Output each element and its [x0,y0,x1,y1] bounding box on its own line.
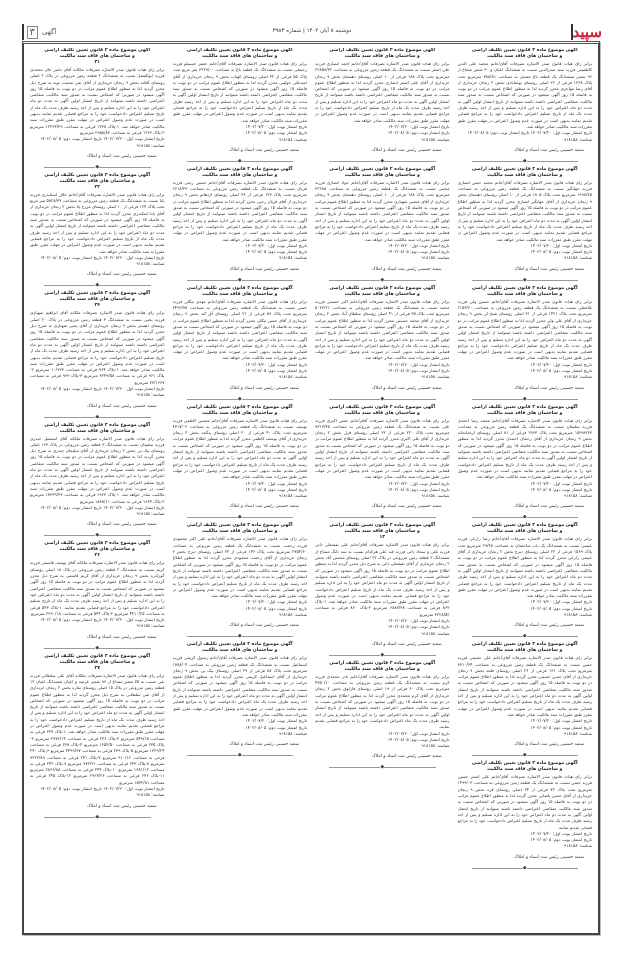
notice-body: برابر رای هیات قانون صدر الاشاره تصرفات آقای/خانم حسن اکبری فرزند علی نسبت به ششدانگ یک قطعه زمین مزروعی به مساحت ۹۳۱۳/۴۵ مترمربع تحت پلاک ۲۲۰ فرعی از ۳۲ اصلی روستای قزل بخش ۲ زنجان خریداری از آقای علی اکبری محرز گردید لذا به منظور اطلاع عموم مراتب در دو نوبت به فاصله ۱۵ روز آگهی میشود در صورتی که اشخاص نسبت به صدور سند مالکیت متقاضی اعتراضی داشته باشند میتوانند از تاریخ انتشار اولین آگهی به مدت دو ماه اعتراض خود را به این اداره تسلیم و پس از اخذ رسید ظرف مدت یک ماه از تاریخ تسلیم اعتراض دادخواست خود را به مراجع قضایی تقدیم نمایند بدیهی است در صورت عدم وصول اعتراض در مهلت مقرر طبق مقررات سند مالکیت صادر خواهد شد. [315,417,450,480]
diamond-icon: ◆ [380,395,385,402]
notice-separator [44,813,151,821]
notice-serial: شناسه: ۹۱۸۱۵۸ [278,255,307,261]
legal-notice [458,761,593,863]
notice-separator [472,276,579,284]
notice-title-line2: و ساختمان های فاقد سند مالکیت [487,410,563,416]
publication-date: تاریخ انتشار نوبت اول: ۱۴۰۲/۰۷/۲۰ تاریخ انتشار نوبت دوم: ۱۴۰۲/۰۸/۰۵ [40,504,165,510]
notice-serial: شناسه: ۹۱۸۱۵۸ [563,255,592,261]
signature: سعید حسینی رئیس ثبت اسناد و املاک [371,147,442,153]
diamond-icon: ◆ [237,157,242,164]
legal-notice [173,642,308,750]
notice-body: برابر رای هیات قانون صدر الاشاره تصرفات آقای/خانم احمد انصاری فرزند علی اصغر نسبت به ششدانگ یک قطعه زمین مزروعی به مساحت ۲۲۸۵۹/۳۲ مترمربع تحت پلاک ۱۸۸ فرعی از ۱۰ اصلی روستای دهستان بخش ۹ زنجان خریداری از آقای علی اصغر انصاری محرز گردید لذا به منظور اطلاع عموم مراتب در دو نوبت به فاصله ۱۵ روز آگهی میشود در صورتی که اشخاص نسبت به صدور سند مالکیت متقاضی اعتراضی داشته باشند میتوانند از تاریخ انتشار اولین آگهی به مدت دو ماه اعتراض خود را به این اداره تسلیم و پس از اخذ رسید ظرف مدت یک ماه از تاریخ تسلیم اعتراض دادخواست خود را به مراجع قضایی تقدیم نمایند بدیهی است در صورت عدم وصول اعتراض در مهلت مقرر طبق مقررات سند مالکیت صادر خواهد شد. [315,61,450,123]
notice-number: ۲۶ [94,553,101,559]
notice-separator [472,864,579,872]
notice-title-line2: و ساختمان های فاقد سند مالکیت [59,297,135,303]
publication-date: تاریخ انتشار نوبت اول: ۱۴۰۲/۰۷/۲۰ [388,123,450,129]
notice-body: برابر رای هیات قانون صدر الاشاره تصرفات آقای/خانم جلال اسکندری فرزند بابا نسبت به ششدانگ یک قطعه زمین مزروعی به مساحت ۵۸۲۸/۳۷ متر مربع تحت پلاک ۱۶۴ فرعی از ۱۰ اصلی روستای مرزج پلا بخش ۲ زنجان خریداری از آقای بابا اسکندری محرز گردید لذا به منظور اطلاع عموم مراتب در دو نوبت به فاصله ۱۵ روز آگهی میشود در صورتی که اشخاص نسبت به صدور سند مالکیت متقاضی اعتراضی داشته باشند میتوانند از تاریخ انتشار اولین آگهی به مدت دو ماه اعتراض خود را به این اداره تسلیم و پس از اخذ رسید ظرف مدت یک ماه از تاریخ تسلیم اعتراض دادخواست خود را به مراجع قضایی تقدیم نمایند بدیهی است در صورت عدم وصول اعتراض در مهلت مقرر طبق مقررات سند مالکیت صادر خواهد شد. [30,191,165,254]
notice-serial: شناسه: ۹۱۸۱۵۸ [421,630,450,636]
notice-body: برابر رای هیات قانون صدر الاشاره تصرفات آقای/خانم حسین رجبی فرزند قربان نسبت به ششدانگ یک قطعه زمین مزروعی به مساحت ۲۶۱۸/۲۳ مترمربع تحت پلاک ۱۲۳ فرعی از ۳۶ اصلی روستای اژدهاتو بخش ۹ زنجان خریداری از آقای قربان رجبی محرز گردید لذا به منظور اطلاع عموم مراتب در دو نوبت به فاصله ۱۵ روز آگهی میشود در صورتی که اشخاص نسبت به صدور سند مالکیت متقاضی اعتراضی داشته باشند میتوانند از تاریخ انتشار اولین آگهی به مدت دو ماه اعتراض خود را به این اداره تسلیم و پس از اخذ رسید ظرف مدت یک ماه از تاریخ تسلیم اعتراض دادخواست خود را به مراجع قضایی تقدیم نمایند بدیهی است در صورت عدم وصول اعتراض در مهلت مقرر طبق مقررات سند مالکیت صادر خواهد شد. [172,179,307,242]
section-label: آگهی [41,28,57,36]
legal-notice [173,405,308,513]
publication-date: تاریخ انتشار نوبت دوم: ۱۴۰۲/۰۸/۰۵ [387,624,450,630]
notice-serial: شناسه: ۹۱۸۱۵۸ [136,392,165,398]
legal-notice [458,405,593,513]
notice-separator [44,644,151,652]
notice-body: برابر رای هیات قانون صدر الاشاره تصرفات آقای/خانم حسین ولی فرزند غلامعلی نسبت به ششدانگ یک قطعه زمین مزروعی به مساحت ۲۱۵۳/۶۰ مترمربع تحت پلاک ۱۴۲۱ فرعی از ۳۱ اصلی روستای شیخ لر بخش ۹ زنجان خریداری از آقای علی ولی محرز گردید لذا به منظور اطلاع عموم مراتب در دو نوبت به فاصله ۱۵ روز آگهی میشود در صورتی که اشخاص نسبت به صدور سند مالکیت متقاضی اعتراضی داشته باشند میتوانند از تاریخ انتشار اولین آگهی به مدت دو ماه اعتراض خود را به این اداره تسلیم و پس از اخذ رسید ظرف مدت یک ماه از تاریخ تسلیم اعتراض دادخواست خود را به مراجع قضایی تقدیم نمایند بدیهی است در صورت عدم وصول اعتراض در مهلت مقرر طبق مقررات سند مالکیت صادر خواهد شد. [457,298,592,361]
publication-date: تاریخ انتشار نوبت دوم: ۱۴۰۲/۰۸/۰۵ [530,837,592,843]
notice-separator [187,632,294,640]
notice-body: برابر رای هیات قانون صدر الاشاره تصرفات آقای/خانم جواد انصاری فرزند مجتبی نسبت به ششدانگ یک قطعه زمین مزروعی به مساحت ۳۲۲۸۸ مترمربع تحت پلاک ۱۸۸ فرعی از ۱۰ اصلی روستای دهستان بخش ۹ زنجان خریداری از آقای مجتبی شهبازی محرز گردید لذا به منظور اطلاع عموم مراتب در دو نوبت به فاصله ۱۵ روز آگهی میشود در صورتی که اشخاص نسبت به صدور سند مالکیت متقاضی اعتراضی داشته باشند میتوانند از تاریخ انتشار اولین آگهی به مدت دو ماه اعتراض خود را به این اداره تسلیم و پس از اخذ رسید ظرف مدت یک ماه از تاریخ تسلیم اعتراض دادخواست خود را به مراجع قضایی تقدیم نمایند بدیهی است در صورت عدم وصول اعتراض در مهلت مقرر طبق مقررات سند مالکیت صادر خواهد شد. [315,179,450,242]
signature: سعید حسینی رئیس ثبت اسناد و املاک [229,623,299,629]
signature: سعید حسینی رئیس ثبت اسناد و املاک [229,504,299,510]
publication-date: تاریخ انتشار نوبت اول: ۱۴۰۲/۰۷/۲۰ [530,830,592,836]
publication-date: تاریخ انتشار نوبت دوم: ۱۴۰۲/۰۸/۰۵ [530,249,592,255]
notice-body: برابر رای هیات قانون صدر الاشاره تصرفات آقای/خانم علی نقشعلی دائی فرزند علی و سجاد دائی فرزند قند علی هرکدام نسبت به سه دانگ مشاع از ششدانگ ۲ قطعه زمین مزروعی در پلاک ۲۲ اصلی روستای محسن آباد بخش ۲ زنجان خریداری از آقای نقشعلی دائی به شرح ذیل محرز گردید لذا به منظور اطلاع عموم مراتب در دو نوبت به فاصله ۱۵ روز آگهی میشود در صورتی که اشخاص نسبت به صدور سند مالکیت متقاضی اعتراضی داشته باشند میتوانند از تاریخ انتشار اولین آگهی به مدت دو ماه اعتراض خود را به این اداره تسلیم و پس از اخذ رسید ظرف مدت یک ماه از تاریخ تسلیم اعتراض دادخواست خود را به مراجع قضایی تقدیم نمایند بدیهی است در صورت عدم وصول اعتراض در مهلت مقرر طبق مقررات سند مالکیت صادر خواهد شد. ۱-پلاک ۸۶۲ فرعی به مساحت ۶۸۸۷/۳۸ مترمربع ۲-پلاک ۸۶۰ فرعی به مساحت ۳۲۲۸/۵۲ مترمربع [315,542,450,617]
publication-date: تاریخ انتشار نوبت دوم: ۱۴۰۲/۰۸/۰۵ [387,249,450,255]
column-3 [173,48,308,929]
notice-title: آگهی موضوع ماده ۳ قانون تعیین تکلیف اراضی [44,422,151,428]
notice-title-line2: و ساختمان های فاقد سند مالکیت [487,648,563,654]
signature: سعید حسینی رئیس ثبت اسناد و املاک [86,634,157,640]
publication-date: تاریخ انتشار نوبت اول: ۱۴۰۲/۰۷/۲۰ [388,618,450,623]
signature: سعید حسینی رئیس ثبت اسناد و املاک [371,385,442,391]
signature: سعید حسینی رئیس ثبت اسناد و املاک [371,641,442,647]
notice-separator [329,651,436,659]
notice-body: برابر رای هیات قانون صدر الاشاره تصرفات ملکانه آقای ناصر خان محمدی فرزند ابوالفضل نسبت به ششدانگ ۲ قطعه زمین مزروعی در پلاک ۲ اصلی روستای آقکند بخش ۹ زنجان خریداری از آقای تقی صحبت توبه به شرح ذیل محرز گردید لذا به منظور اطلاع عموم مراتب در دو نوبت به فاصله ۱۵ روز آگهی میشود در صورتی که اشخاص نسبت به صدور سند مالکیت متقاضی اعتراضی داشته باشند میتوانند از تاریخ انتشار اولین آگهی به مدت دو ماه اعتراض خود را به این اداره تسلیم و پس از اخذ رسید ظرف مدت یک ماه از تاریخ تسلیم اعتراض دادخواست خود را به مراجع قضایی تقدیم نمایند بدیهی است در صورت عدم وصول اعتراض در مهلت مقرر طبق مقررات سند مالکیت صادر خواهد شد. ۱-پلاک ۱۲۳۸ فرعی به مساحت ۱۲۲۳۳/۲۹ مترمربع ۲-پلاک ۱۲۳۶ فرعی به مساحت ۲۹۵۸/۸۲ مترمربع [30,67,165,135]
signature: سعید حسینی رئیس ثبت اسناد و املاک [514,742,584,748]
notice-serial: شناسه: ۹۱۸۱۵۸ [563,136,592,142]
legal-notice [458,167,593,275]
publication-date: تاریخ انتشار نوبت دوم: ۱۴۰۲/۰۸/۰۵ [245,486,307,492]
column-4 [30,48,165,929]
publication-date: تاریخ انتشار نوبت اول: ۱۴۰۲/۰۷/۲۰ تاریخ انتشار نوبت دوم: ۱۴۰۲/۰۸/۰۵ [40,786,165,792]
notice-serial: شناسه: ۹۱۸۱۵۸ [136,511,165,517]
notice-title-line2: و ساختمان های فاقد سند مالکیت [487,54,563,59]
notice-separator [329,157,436,165]
publication-date: تاریخ انتشار نوبت اول: ۱۴۰۲/۰۷/۲۰ تاریخ انتشار نوبت دوم: ۱۴۰۲/۰۸/۰۵ [40,136,165,142]
publication-date: تاریخ انتشار نوبت دوم: ۱۴۰۲/۰۸/۰۵ [530,486,592,492]
publication-date: تاریخ انتشار نوبت دوم: ۱۴۰۲/۰۸/۰۵ [387,367,450,373]
section-header [22,23,56,41]
notice-title: آگهی موضوع ماده ۳ قانون تعیین تکلیف اراضی [329,660,436,666]
notice-serial: شناسه: ۹۱۸۱۵۸ [278,374,307,380]
notice-number: ۱۳ [379,535,386,541]
notice-title: آگهی موضوع ماده ۳ قانون تعیین تکلیف اراضی [471,48,578,53]
notice-separator [44,163,151,171]
publication-date: تاریخ انتشار نوبت اول: ۱۴۰۲/۰۷/۲۰ [245,718,307,724]
notice-serial: شناسه: ۹۱۸۱۵۸ [278,730,307,736]
publication-date: تاریخ انتشار نوبت اول: ۱۴۰۲/۰۷/۲۰ [388,730,450,736]
publication-date: تاریخ انتشار نوبت دوم: ۱۴۰۲/۰۸/۰۵ [530,724,592,730]
notice-title-line2: و ساختمان های فاقد سند مالکیت [59,178,135,184]
notice-body: برابر رای هیات قانون صدر الاشاره تصرفات ملکانه آقای ابراهیم شهبازی فرزند یحیی نسبت به ششدانگ ۳ قطعه زمین مزروعی در پلاک ۲۰ اصلی روستای دهستر بخش ۹ زنجان خریداری از آقای یحیی شهبازی به شرح ذیل محرز گردید لذا به منظور اطلاع عموم مراتب در دو نوبت به فاصله ۱۵ روز آگهی میشود در صورتی که اشخاص نسبت به صدور سند مالکیت متقاضی اعتراضی داشته باشند میتوانند از تاریخ انتشار اولین آگهی به مدت دو ماه اعتراض خود را به این اداره تسلیم و پس از اخذ رسید ظرف مدت یک ماه از تاریخ تسلیم اعتراض دادخواست خود را به مراجع قضایی تقدیم نمایند بدیهی است در صورت عدم وصول اعتراض در مهلت مقرر طبق مقررات سند مالکیت صادر خواهد شد. ۱-پلاک ۹۶۴ فرعی به مساحت ۱۰/۹۳۳ مترمربع ۲-پلاک ۹۶۱ فرعی به مساحت ۳۲۴۹/۵۸ مترمربع ۳-پلاک ۹۶۳ فرعی به مساحت ۷۷/۱۶۶۷ مترمربع [30,310,165,385]
signature: سعید حسینی رئیس ثبت اسناد و املاک [86,803,157,809]
publication-date: تاریخ انتشار نوبت اول: ۱۴۰۲/۰۷/۲۰ تاریخ انتشار نوبت دوم: ۱۴۰۲/۰۸/۰۵ [40,385,165,391]
notice-title-line2: و ساختمان های فاقد سند مالکیت [344,291,420,297]
legal-notice [458,523,593,631]
notice-body: برابر رای هیات قانون صدر الاشاره تصرفات آقای/خانم مهدی بیگلی فرزند حسن نسبت به ششدانگ یک قطعه زمین مزروعی به مساحت ۶۴۹۲/۷۸ مترمربع تحت پلاک ۸۹ فرعی از ۲۱ اصلی روستای آق کند بخش ۹ زنجان خریداری از آقای حسن بیگلی محرز گردید لذا به منظور اطلاع عموم مراتب در دو نوبت به فاصله ۱۵ روز آگهی میشود در صورتی که اشخاص نسبت به صدور سند مالکیت متقاضی اعتراضی داشته باشند میتوانند از تاریخ انتشار اولین آگهی به مدت دو ماه اعتراض خود را به این اداره تسلیم و پس از اخذ رسید ظرف مدت یک ماه از تاریخ تسلیم اعتراض دادخواست خود را به مراجع قضایی تقدیم نمایند بدیهی است در صورت عدم وصول اعتراض در مهلت مقرر طبق مقررات سند مالکیت صادر خواهد شد. [172,298,307,361]
publication-date: تاریخ انتشار نوبت اول: ۱۴۰۲/۰۷/۲۰ [245,361,307,367]
notice-number: ۲۲ [94,184,101,190]
legal-notice [458,48,593,156]
notice-title-line2: و ساختمان های فاقد سند مالکیت [487,172,563,178]
signature: سعید حسینی رئیس ثبت اسناد و املاک [371,266,442,272]
ads-frame [22,41,600,935]
notice-serial: شناسه: ۹۱۸۱۵۸ [421,374,450,380]
notice-title-line2: و ساختمان های فاقد سند مالکیت [344,666,420,672]
publication-date: تاریخ انتشار نوبت اول: ۱۴۰۲/۰۷/۲۰ [388,361,450,367]
notice-title: آگهی موضوع ماده ۳ قانون تعیین تکلیف اراضی [186,285,293,291]
signature: سعید حسینی رئیس ثبت اسناد و املاک [514,504,584,510]
notice-body: برابر رای هیات قانون صدر الاشاره تصرفات آقای/خانم جعفر حسینلو فرزند رجبعلی نسبت به ششدانگ یک قطعه باغ به مساحت ۳۲۲۹/۰۰ متر مربع تحت پلاک ۵۵ فرعی از ۳۲ اصلی روستای کهناب بخش ۹ زنجان خریداری از آقای امیدعلی خولینی محرز گردید لذا به منظور اطلاع عموم مراتب در دو نوبت به فاصله ۱۵ روز آگهی میشود در صورتی که اشخاص نسبت به صدور سند مالکیت متقاضی اعتراضی داشته باشند میتوانند از تاریخ انتشار اولین آگهی به مدت دو ماه اعتراض خود را به این اداره تسلیم و پس از اخذ رسید ظرف مدت یک ماه از تاریخ تسلیم اعتراض دادخواست خود را به مراجع قضایی تقدیم نمایند بدیهی است در صورت عدم وصول اعتراض در مهلت مقرر طبق مقررات سند مالکیت صادر خواهد شد. [172,61,307,123]
notice-title-line2: و ساختمان های فاقد سند مالکیت [344,54,420,59]
publication-date: تاریخ انتشار نوبت اول: ۱۴۰۲/۰۷/۲۰ [530,599,592,605]
issue-line: دوشنبه ۸ آبان ۱۴۰۲ | شماره ۳۹۸۳ [272,28,352,34]
notice-title: آگهی موضوع ماده ۳ قانون تعیین تکلیف اراضی [186,523,293,529]
diamond-icon: ◆ [95,644,100,651]
publication-date: تاریخ انتشار نوبت اول: ۱۴۰۲/۰۷/۲۰ تاریخ انتشار نوبت دوم: ۱۴۰۲/۰۸/۰۵ [467,130,592,136]
notice-title: آگهی موضوع ماده ۳ قانون تعیین تکلیف اراضی [471,642,578,648]
notice-title: آگهی موضوع ماده ۳ قانون تعیین تکلیف اراضی [44,172,151,178]
signature: سعید حسینی رئیس ثبت اسناد و املاک [86,403,157,409]
legal-notice [315,286,450,394]
signature: سعید حسینی رئیس ثبت اسناد و املاک [229,385,299,391]
publication-date: تاریخ انتشار نوبت دوم: ۱۴۰۲/۰۸/۰۵ [245,605,307,611]
notice-title: آگهی موضوع ماده ۳ قانون تعیین تکلیف اراضی [471,761,578,767]
legal-notice [315,523,450,649]
notice-serial: شناسه: ۹۱۸۱۵۸ [136,623,165,629]
notice-separator [44,413,151,421]
notice-serial: شناسه: ۹۱۸۱۵۸ [278,612,307,617]
notice-separator [187,276,294,284]
diamond-icon: ◆ [95,413,100,420]
publication-date: تاریخ انتشار نوبت دوم: ۱۴۰۲/۰۸/۰۵ [530,605,592,611]
notice-body: برابر رای هیات قانون صدر الاشاره تصرفات آقای/خانم رضا زارعی فرزند عیسی نسبت به ششدانگ یک باب ساختمان به مساحت ۲۹/۴۸ مترمربع تحت پلاک ۱۵۶۹ فرعی از ۲۲ اصلی روستای دیزج بخش ۲ زنجان خریداری از آقای عیسی زارعی محرز گردید لذا به منظور اطلاع عموم مراتب در دو نوبت به فاصله ۱۵ روز آگهی میشود در صورتی که اشخاص نسبت به صدور سند مالکیت متقاضی اعتراضی داشته باشند میتوانند از تاریخ انتشار اولین آگهی به مدت دو ماه اعتراض خود را به این اداره تسلیم و پس از اخذ رسید ظرف مدت یک ماه از تاریخ تسلیم اعتراض دادخواست خود را به مراجع قضایی تقدیم نمایند بدیهی است در صورت عدم وصول اعتراض در مهلت مقرر طبق مقررات سند مالکیت صادر خواهد شد. [457,536,592,599]
notice-body: برابر رای هیات قانون صدر الاشاره تصرفات ملکانه آقای اسمعیل حیدری فرزند سلیمان نسبت به ششدانگ ۳ قطعه زمین مزروعی در پلاک ۱۶۳ اصلی روستای نیک پی بخش ۲ زنجان خریداری از آقای سلیمان حیدری به شرح ذیل محرز گردید لذا به منظور اطلاع عموم مراتب در دو نوبت به فاصله ۱۵ روز آگهی میشود در صورتی که اشخاص نسبت به صدور سند مالکیت متقاضی اعتراضی داشته باشند میتوانند از تاریخ انتشار اولین آگهی به مدت دو ماه اعتراض خود را به این اداره تسلیم و پس از اخذ رسید ظرف مدت یک ماه از تاریخ تسلیم اعتراض دادخواست خود را به مراجع قضایی تقدیم نمایند بدیهی است در صورت عدم وصول اعتراض در مهلت مقرر طبق مقررات سند مالکیت صادر خواهد شد. ۱-پلاک ۱۹۶۳ فرعی به مساحت ۱۷۳۳۹/۲۳ مترمربع ۲-پلاک ۱۹۶۴ فرعی به مساحت ۱۸۳۸/۱۱ مترمربع [30,435,165,504]
publication-date: تاریخ انتشار نوبت اول: ۱۴۰۲/۰۷/۲۰ [245,480,307,486]
notice-separator [329,763,436,771]
notice-body: برابر رای هیات قانون صدر الاشاره تصرفات ملکانه آقای یوسف قاسمی فرزند کریم نسبت به ششدانگ ۲ قطعه زمین مزروعی در پلاک ۱۸ اصلی روستای گوزلدره بخش ۹ زنجان خریداری از آقای کریم قاسمی به شرح ذیل محرز گردید لذا به منظور اطلاع عموم مراتب در دو نوبت به فاصله ۱۵ روز آگهی میشود در صورتی که اشخاص نسبت به صدور سند مالکیت متقاضی اعتراضی داشته باشند میتوانند از تاریخ انتشار اولین آگهی به مدت دو ماه اعتراض خود را به این اداره تسلیم و پس از اخذ رسید ظرف مدت یک ماه از تاریخ تسلیم اعتراض دادخواست خود را به مراجع قضایی تقدیم نمایند. ۱-پلاک ۵۴۳ فرعی به مساحت ۴۴۱۰/۲۵ مترمربع ۲-پلاک ۵۴۴ فرعی به مساحت ۲۲۹۰/۱۸ مترمربع [30,560,165,616]
signature: سعید حسینی رئیس ثبت اسناد و املاک [514,854,584,860]
notice-serial: شناسه: ۹۱۸۱۵۸ [421,493,450,499]
notice-separator [329,395,436,403]
diamond-icon: ◆ [522,514,527,521]
notice-body: برابر رای هیات قانون صدر الاشاره تصرفات آقای/خانم اکبر حسینی فرزند محمد نسبت به ششدانگ یک قطعه زمین مزروعی به مساحت ۵۰۷۳/۲۱ مترمربع تحت پلاک ۳۵ فرعی از ۴۱ اصلی روستای سلطان آباد بخش ۲ زنجان خریداری از آقای محمد حسینی محرز گردید لذا به منظور اطلاع عموم مراتب در دو نوبت به فاصله ۱۵ روز آگهی میشود در صورتی که اشخاص نسبت به صدور سند مالکیت متقاضی اعتراضی داشته باشند میتوانند از تاریخ انتشار اولین آگهی به مدت دو ماه اعتراض خود را به این اداره تسلیم و پس از اخذ رسید ظرف مدت یک ماه از تاریخ تسلیم اعتراض دادخواست خود را به مراجع قضایی تقدیم نمایند بدیهی است در صورت عدم وصول اعتراض در مهلت مقرر طبق مقررات سند مالکیت صادر خواهد شد. [315,298,450,361]
column-2 [315,48,450,929]
column-1 [458,48,593,929]
notice-title: آگهی موضوع ماده ۳ قانون تعیین تکلیف اراضی [186,404,293,410]
logo-text: سپید [572,23,602,41]
diamond-icon: ◆ [237,514,242,521]
legal-notice [315,48,450,156]
notice-title: آگهی موضوع ماده ۳ قانون تعیین تکلیف اراضی [471,285,578,291]
legal-notice [315,661,450,763]
notice-body: برابر رای هیات قانون صدر الاشاره تصرفات آقای/خانم علی اصغر حسین فرزند حسن نسبت به ششدانگ یک قطعه زمین مزروعی به مساحت ۱۴۹۹/۰۳ مترمربع تحت پلاک ۷۲ فرعی از ۳۴ اصلی روستای قره بخش ۹ زنجان خریداری از آقای حسن پاشایی محرز گردید لذا به منظور اطلاع عموم مراتب در دو نوبت به فاصله ۱۵ روز آگهی میشود در صورتی که اشخاص نسبت به صدور سند مالکیت متقاضی اعتراضی داشته باشند میتوانند از تاریخ انتشار اولین آگهی به مدت دو ماه اعتراض خود را به این اداره تسلیم و پس از اخذ رسید ظرف مدت یک ماه از تاریخ تسلیم اعتراض دادخواست خود را به مراجع قضایی تقدیم نمایند. [457,774,592,830]
notice-title: آگهی موضوع ماده ۳ قانون تعیین تکلیف اراضی [44,291,151,297]
legal-notice [458,286,593,394]
notice-serial: شناسه: ۹۱۸۱۵۸ [421,136,450,142]
publication-date: تاریخ انتشار نوبت اول: ۱۴۰۲/۰۷/۲۰ [388,242,450,248]
legal-notice [173,523,308,631]
diamond-icon: ◆ [380,276,385,283]
notice-separator [329,276,436,284]
notice-title: آگهی موضوع ماده ۳ قانون تعیین تکلیف اراضی [186,642,293,648]
legal-notice [458,642,593,750]
publication-date: تاریخ انتشار نوبت دوم: ۱۴۰۲/۰۸/۰۵ [387,486,450,492]
signature: سعید حسینی رئیس ثبت اسناد و املاک [514,147,584,153]
notice-separator [187,395,294,403]
diamond-icon: ◆ [522,633,527,640]
notice-title: آگهی موضوع ماده ۳ قانون تعیین تکلیف اراضی [44,541,151,547]
notice-title-line2: و ساختمان های فاقد سند مالکیت [487,529,563,535]
notice-number: ۲۷ [94,665,101,671]
notice-title-line2: و ساختمان های فاقد سند مالکیت [344,410,420,416]
notice-body: برابر رای هیات قانون صدر الاشاره تصرفات آقای/خانم محمد رضا احمدی فرزند سلیمان نسبت به ششدانگ یک قطعه زمین مزروعی به مساحت ۱۵۹۹۳/۶۳ مترمربع تحت پلاک ۲۹۶۳ فرعی از ۸۱ اصلی روستای ارمغانخانه بخش ۹ زنجان خریداری از آقای رحمان احمدی محرز گردید لذا به منظور اطلاع عموم مراتب در دو نوبت به فاصله ۱۵ روز آگهی میشود در صورتی که اشخاص نسبت به صدور سند مالکیت متقاضی اعتراضی داشته باشند میتوانند از تاریخ انتشار اولین آگهی به مدت دو ماه اعتراض خود را به این اداره تسلیم و پس از اخذ رسید ظرف مدت یک ماه از تاریخ تسلیم اعتراض دادخواست خود را به مراجع قضایی تقدیم نمایند بدیهی است در صورت عدم وصول اعتراض در مهلت مقرر طبق مقررات سند مالکیت صادر خواهد شد. [457,417,592,480]
notice-number: ۲۴ [94,303,101,309]
notice-serial: شناسه: ۹۱۸۱۵۸ [563,493,592,499]
notice-title: آگهی موضوع ماده ۳ قانون تعیین تکلیف اراضی [329,285,436,291]
notice-separator [329,513,436,521]
notice-serial: شناسه: ۹۱۸۱۵۸ [136,142,165,148]
publication-date: تاریخ انتشار نوبت دوم: ۱۴۰۲/۰۸/۰۵ [387,130,450,136]
publication-date: تاریخ انتشار نوبت اول: ۱۴۰۲/۰۷/۲۰ [245,599,307,605]
notice-body: برابر رای هیات قانون صدر الاشاره تصرفات ملکانه آقای علی سلطانی فرزند نقی نسبت به ۷۵ شعیر مشاع از ۹۶ شعیر عرصه و اعیان ششدانگ اعیان ۱۲ قطعه زمین مزروعی در پلاک ۱۵ اصلی روستای نقاره بخش ۲ زنجان خریداری از آقای نقی سلطانی به شرح ذیل محرز گردید لذا به منظور اطلاع عموم مراتب در دو نوبت به فاصله ۱۵ روز آگهی میشود در صورتی که اشخاص نسبت به صدور سند مالکیت متقاضی اعتراضی داشته باشند میتوانند از تاریخ انتشار اولین آگهی به مدت دو ماه اعتراض خود را به این اداره تسلیم و پس از اخذ رسید ظرف مدت یک ماه از تاریخ تسلیم اعتراض دادخواست خود را به مراجع قضایی تقدیم نمایند بدیهی است در صورت عدم وصول اعتراض در مهلت مقرر طبق مقررات سند مالکیت صادر خواهد شد. ۱-پلاک ۲۳۷ فرعی به مساحت ۵۴۹/۱۵ مترمربع ۲-پلاک ۲۳۶ فرعی به مساحت ۲۹۷۳/۱۴ مترمربع ۳-پلاک ۲۳۵ فرعی به مساحت ۱۶۵۴/۵۰ مترمربع ۴-پلاک ۲۳۸ فرعی به مساحت ۱۳۲۹/۲۴ مترمربع ۵-پلاک ۲۳۹ فرعی به مساحت ۴۴۹۹/۳۷ مترمربع ۶-پلاک ۲۴۰ فرعی به مساحت ۹۱۰/۱۲ مترمربع ۷-پلاک ۲۴۱ فرعی به مساحت ۹۲۲۲/۸۹ مترمربع ۸-پلاک ۲۴۳ فرعی به مساحت ۹۷۲/۳۱ مترمربع ۹-پلاک ۲۴۲ فرعی به مساحت ۱۶۸۱/۱۲ مترمربع ۱۰-پلاک ۲۴۴ فرعی به مساحت ۲۸۶۶/۸۸ مترمربع ۱۱-پلاک ۲۴۶ فرعی به مساحت ۲۹۲۷/۲۶ مترمربع ۱۲-پلاک ۲۴۵ فرعی به مساحت ۱۵۳۲/۸۱ مترمربع [30,672,165,785]
legal-notice [173,48,308,156]
legal-notice [30,541,165,642]
legal-notice [173,167,308,275]
notice-title: آگهی موضوع ماده ۳ قانون تعیین تکلیف اراضی [471,404,578,410]
publication-date: تاریخ انتشار نوبت اول: ۱۴۰۲/۰۷/۲۰ [530,361,592,367]
notice-number: ۳۱ [94,60,101,65]
legal-notice [30,48,165,162]
notice-serial: شناسه: ۹۱۸۱۵۸ [278,493,307,499]
legal-notice [30,291,165,411]
notice-body: برابر رای هیات قانون صدر الاشاره تصرفات آقای/خانم علی اکبر محمودی فرزند رحمت نسبت به ششدانگ یک قطعه زمین مزروعی به مساحت ۲۷۵۴/۶۰ مترمربع تحت پلاک ۱۴۶ فرعی از ۲۴ اصلی روستای دیزج بخش ۲ زنجان خریداری از آقای رحمت محمودی محرز گردید لذا به منظور اطلاع عموم مراتب در دو نوبت به فاصله ۱۵ روز آگهی میشود در صورتی که اشخاص نسبت به صدور سند مالکیت متقاضی اعتراضی داشته باشند میتوانند از تاریخ انتشار اولین آگهی به مدت دو ماه اعتراض خود را به این اداره تسلیم و پس از اخذ رسید ظرف مدت یک ماه از تاریخ تسلیم اعتراض دادخواست خود را به مراجع قضایی تقدیم نمایند بدیهی است در صورت عدم وصول اعتراض در مهلت مقرر طبق مقررات سند مالکیت صادر خواهد شد. [172,536,307,599]
notice-body: برابر رای هیات قانون صدر الاشاره تصرفات آقای/خانم علی حسینی فرزند حسن نسبت به ششدانگ یک قطعه زمین مزروعی به مساحت ۳۷۱۰/۶۴ مترمربع تحت پلاک ۱۳۱ فرعی از ۲۶ اصلی روستای قلعه بخش ۹ زنجان خریداری از آقای حسن حسینی محرز گردید لذا به منظور اطلاع عموم مراتب در دو نوبت به فاصله ۱۵ روز آگهی میشود در صورتی که اشخاص نسبت به صدور سند مالکیت متقاضی اعتراضی داشته باشند میتوانند از تاریخ انتشار اولین آگهی به مدت دو ماه اعتراض خود را به این اداره تسلیم و پس از اخذ رسید ظرف مدت یک ماه از تاریخ تسلیم اعتراض دادخواست خود را به مراجع قضایی تقدیم نمایند بدیهی است در صورت عدم وصول اعتراض در مهلت مقرر طبق مقررات سند مالکیت صادر خواهد شد. [457,655,592,717]
notice-serial: شناسه: ۹۱۸۱۵۸ [136,792,165,798]
signature: سعید حسینی رئیس ثبت اسناد و املاک [229,147,299,153]
diamond-icon: ◆ [237,276,242,283]
signature: سعید حسینی رئیس ثبت اسناد و املاک [86,153,157,159]
signature: سعید حسینی رئیس ثبت اسناد و املاک [86,272,157,278]
notice-separator [44,281,151,289]
signature: سعید حسینی رئیس ثبت اسناد و املاک [514,266,584,272]
publication-date: تاریخ انتشار نوبت دوم: ۱۴۰۲/۰۸/۰۵ [245,367,307,373]
diamond-icon: ◆ [380,157,385,164]
notice-serial: شناسه: ۹۱۸۱۵۸ [563,374,592,380]
notice-separator [472,513,579,521]
publication-date: تاریخ انتشار نوبت دوم: ۱۴۰۲/۰۸/۰۵ [530,367,592,373]
notice-title-line2: و ساختمان های فاقد سند مالکیت [202,291,278,297]
publication-date: تاریخ انتشار نوبت اول: ۱۴۰۲/۰۷/۲۰ [245,123,307,129]
diamond-icon: ◆ [522,157,527,164]
publication-date: تاریخ انتشار نوبت اول: ۱۴۰۲/۰۷/۲۰ [530,480,592,486]
diamond-icon: ◆ [95,282,100,289]
notice-title: آگهی موضوع ماده ۳ قانون تعیین تکلیف اراضی [44,653,151,659]
notice-title: آگهی موضوع ماده ۳ قانون تعیین تکلیف اراضی [471,166,578,172]
legal-notice [315,405,450,513]
notice-serial: شناسه: ۹۱۸۱۵۸ [421,255,450,261]
notice-serial: شناسه: ۹۱۸۱۵۸ [136,261,165,267]
notice-separator [187,513,294,521]
publication-date: تاریخ انتشار نوبت دوم: ۱۴۰۲/۰۸/۰۵ [245,249,307,255]
notice-separator [472,632,579,640]
notice-serial: شناسه: ۹۱۸۱۵۸ [278,136,307,142]
diamond-icon: ◆ [95,813,100,820]
publication-date: تاریخ انتشار نوبت اول: ۱۴۰۲/۰۷/۲۰ [530,242,592,248]
notice-body: برابر رای هیات قانون صدر الاشاره تصرفات آقای/خانم رسول کریمی فرزند اسماعیل نسبت به ششدانگ یک قطعه زمین مزروعی به مساحت ۱۸۷۸/۰۴ مترمربع تحت پلاک ۸۸ فرعی از ۲۹ اصلی روستای نیک پی بخش ۹ زنجان خریداری از آقای اسماعیل کریمی محرز گردید لذا به منظور اطلاع عموم مراتب در دو نوبت به فاصله ۱۵ روز آگهی میشود در صورتی که اشخاص نسبت به صدور سند مالکیت متقاضی اعتراضی داشته باشند میتوانند از تاریخ انتشار اولین آگهی به مدت دو ماه اعتراض خود را به این اداره تسلیم و پس از اخذ رسید ظرف مدت یک ماه اعتراض دادخواست خود را به مراجع قضایی تقدیم نمایند بدیهی است در صورت عدم وصول اعتراض در مهلت مقرر طبق مقررات سند مالکیت صادر خواهد شد. [172,655,307,717]
signature: سعید حسینی رئیس ثبت اسناد و املاک [229,742,299,748]
diamond-icon: ◆ [237,395,242,402]
notice-body: برابر رای هیات قانون صدر الاشاره تصرفات آقای/خانم نادر محمدی فرزند کرم نسبت به ششدانگ یک قطعه زمین مزروعی به مساحت ۴۳۵۰/۱۰ مترمربع تحت پلاک ۶۰ فرعی از ۱۹ اصلی روستای قارلوق بخش ۲ زنجان خریداری از آقای کرم محمدی محرز گردید لذا به منظور اطلاع عموم مراتب در دو نوبت به فاصله ۱۵ روز آگهی میشود در صورتی که اشخاص نسبت به صدور سند مالکیت متقاضی اعتراضی داشته باشند میتوانند از تاریخ انتشار اولین آگهی به مدت دو ماه اعتراض خود را به این اداره تسلیم و پس از اخذ رسید ظرف مدت یک ماه اعتراض دادخواست خود را به مراجع قضایی تقدیم نمایند. [315,673,450,730]
notice-separator [472,395,579,403]
diamond-icon: ◆ [522,864,527,871]
notice-title-line2: و ساختمان های فاقد سند مالکیت [344,172,420,178]
notice-serial: شناسه: ۹۱۸۱۵۸ [563,730,592,736]
page-number: ۳ [27,26,38,39]
notice-separator [187,157,294,165]
notice-title-line2: و ساختمان های فاقد سند مالکیت [59,547,135,553]
signature: سعید حسینی رئیس ثبت اسناد و املاک [514,623,584,629]
publication-date: تاریخ انتشار نوبت دوم: ۱۴۰۲/۰۸/۰۵ [245,724,307,730]
diamond-icon: ◆ [522,752,527,759]
diamond-icon: ◆ [95,532,100,539]
legal-notice [173,286,308,394]
publication-date: تاریخ انتشار نوبت اول: ۱۴۰۲/۰۷/۲۰ تاریخ انتشار نوبت دوم: ۱۴۰۲/۰۸/۰۵ [40,617,165,623]
publication-date: تاریخ انتشار نوبت اول: ۱۴۰۲/۰۷/۲۰ [388,480,450,486]
notice-title: آگهی موضوع ماده ۳ قانون تعیین تکلیف اراضی [44,48,151,53]
legal-notice [315,167,450,275]
diamond-icon: ◆ [380,764,385,771]
signature: سعید حسینی رئیس ثبت اسناد و املاک [229,266,299,272]
publication-date: تاریخ انتشار نوبت اول: ۱۴۰۲/۰۷/۲۰ تاریخ انتشار نوبت دوم: ۱۴۰۲/۰۸/۰۵ [40,254,165,260]
signature: سعید حسینی رئیس ثبت اسناد و املاک [371,754,442,760]
notice-body: برابر رای هیات قانون صدر الاشاره تصرفات آقای/خانم محمد علی الدین کاظمینی فرزند سید صدرالدین نسبت به ششدانگ اعیان و ۳۰ شعیر مشاع از ۹۶ شعیر ششدانگ یک قطعه باغ مشجر به مساحت ۷۸۸/۸۱ مترمربع تحت پلاک ۱۲۳۸ فرعی از ۲۲ اصلی روستای نوشابادی بخش ۲ زنجان خریداری از آقای رضا مهاجری محرز گردید لذا به منظور اطلاع عموم مراتب در دو نوبت به فاصله ۱۵ روز آگهی میشود در صورتی که اشخاص نسبت به صدور سند مالکیت متقاضی اعتراضی داشته باشند میتوانند از تاریخ انتشار اولین آگهی به مدت دو ماه اعتراض خود را به این اداره تسلیم و پس از اخذ رسید ظرف مدت یک ماه از تاریخ تسلیم اعتراض دادخواست خود را به مراجع قضایی تقدیم نمایند بدیهی است در صورت عدم وصول اعتراض در مهلت مقرر طبق مقررات سند مالکیت صادر خواهد شد. [457,61,592,129]
signature: سعید حسینی رئیس ثبت اسناد و املاک [371,504,442,510]
notice-title: آگهی موضوع ماده ۳ قانون تعیین تکلیف اراضی [329,523,436,529]
notice-title-line2: و ساختمان های فاقد سند مالکیت [59,659,135,665]
publication-date: تاریخ انتشار نوبت اول: ۱۴۰۲/۰۷/۲۰ [530,718,592,724]
notice-title-line2: و ساختمان های فاقد سند مالکیت [59,54,135,59]
notice-title: آگهی موضوع ماده ۳ قانون تعیین تکلیف اراضی [329,166,436,172]
notice-title: آگهی موضوع ماده ۳ قانون تعیین تکلیف اراضی [329,48,436,53]
diamond-icon: ◆ [237,633,242,640]
section-divider [22,24,24,40]
diamond-icon: ◆ [522,276,527,283]
notice-body: برابر رای هیات قانون صدر الاشاره تصرفات آقای/خانم محمد حسن انصاری فرزند جهانگیر نسبت به ششدانگ یک قطعه زمین مزروعی به مساحت ۱۹۹۸/۳۵ مترمربع تحت پلاک ۱۸۰۵ فرعی از ۱۰ اصلی روستای دهستان بخش ۹ زنجان خریداری از آقای جهانگیر انصاری محرز گردید لذا به منظور اطلاع عموم مراتب در دو نوبت به فاصله ۱۵ روز آگهی میشود در صورتی که اشخاص نسبت به صدور سند مالکیت متقاضی اعتراضی داشته باشند میتوانند از تاریخ انتشار اولین آگهی به مدت دو ماه اعتراض خود را به این اداره تسلیم و پس از اخذ رسید ظرف مدت یک ماه از تاریخ تسلیم اعتراض دادخواست خود را به مراجع قضایی تقدیم نمایند بدیهی است در صورت عدم وصول اعتراض در مهلت مقرر طبق مقررات سند مالکیت صادر خواهد شد. [457,179,592,242]
notice-title-line2: و ساختمان های فاقد سند مالکیت [202,648,278,654]
notice-separator [44,531,151,539]
notice-separator [187,751,294,759]
notice-title: آگهی موضوع ماده ۳ قانون تعیین تکلیف اراضی [186,166,293,172]
notice-body: برابر رای هیات قانون صدر الاشاره تصرفات آقای/خانم محسن کاظمی فرزند یوسف نسبت به ششدانگ یک قطعه زمین مزروعی به مساحت ۴۷۱۷/۰۲ مترمربع تحت پلاک ۴۰ فرعی از ۲۰ اصلی روستای ینگجه بخش ۲ زنجان خریداری از آقای یوسف کاظمی محرز گردید لذا به منظور اطلاع عموم مراتب در دو نوبت به فاصله ۱۵ روز آگهی میشود در صورتی که اشخاص نسبت به صدور سند مالکیت متقاضی اعتراضی داشته باشند میتوانند از تاریخ انتشار اولین آگهی به مدت دو ماه اعتراض خود را به این اداره تسلیم و پس از اخذ رسید ظرف مدت یک ماه از تاریخ تسلیم اعتراض دادخواست خود را به مراجع قضایی تقدیم نمایند بدیهی است در صورت عدم وصول اعتراض در مهلت مقرر طبق مقررات سند مالکیت صادر خواهد شد. [172,417,307,480]
notice-title-line2: و ساختمان های فاقد سند مالکیت [202,172,278,178]
notice-serial: شناسه: ۹۱۸۱۵۸ [563,843,592,849]
legal-notice [30,654,165,812]
notice-title-line2: و ساختمان های فاقد سند مالکیت [344,529,420,535]
legal-notice [30,423,165,531]
signature: سعید حسینی رئیس ثبت اسناد و املاک [514,385,584,391]
publication-date: تاریخ انتشار نوبت دوم: ۱۴۰۲/۰۸/۰۵ [387,736,450,742]
notice-serial: شناسه: ۹۱۸۱۵۸ [421,743,450,749]
notice-separator [472,157,579,165]
notice-serial: شناسه: ۹۱۸۱۵۸ [563,612,592,617]
notice-separator [472,751,579,759]
publication-date: تاریخ انتشار نوبت دوم: ۱۴۰۲/۰۸/۰۵ [245,130,307,136]
diamond-icon: ◆ [95,163,100,170]
diamond-icon: ◆ [522,395,527,402]
notice-title-line2: و ساختمان های فاقد سند مالکیت [487,291,563,297]
notice-title-line2: و ساختمان های فاقد سند مالکیت [59,428,135,434]
diamond-icon: ◆ [380,514,385,521]
notice-title-line2: و ساختمان های فاقد سند مالکیت [202,410,278,416]
notice-title: آگهی موضوع ماده ۳ قانون تعیین تکلیف اراضی [186,48,293,53]
diamond-icon: ◆ [380,651,385,658]
notice-title: آگهی موضوع ماده ۳ قانون تعیین تکلیف اراضی [471,523,578,529]
notice-title: آگهی موضوع ماده ۳ قانون تعیین تکلیف اراضی [329,404,436,410]
legal-notice [30,173,165,281]
notice-title-line2: و ساختمان های فاقد سند مالکیت [487,767,563,773]
publication-date: تاریخ انتشار نوبت اول: ۱۴۰۲/۰۷/۲۰ [245,242,307,248]
notice-title-line2: و ساختمان های فاقد سند مالکیت [202,529,278,535]
diamond-icon: ◆ [237,752,242,759]
notice-title-line2: و ساختمان های فاقد سند مالکیت [202,54,278,59]
signature: سعید حسینی رئیس ثبت اسناد و املاک [86,522,157,528]
